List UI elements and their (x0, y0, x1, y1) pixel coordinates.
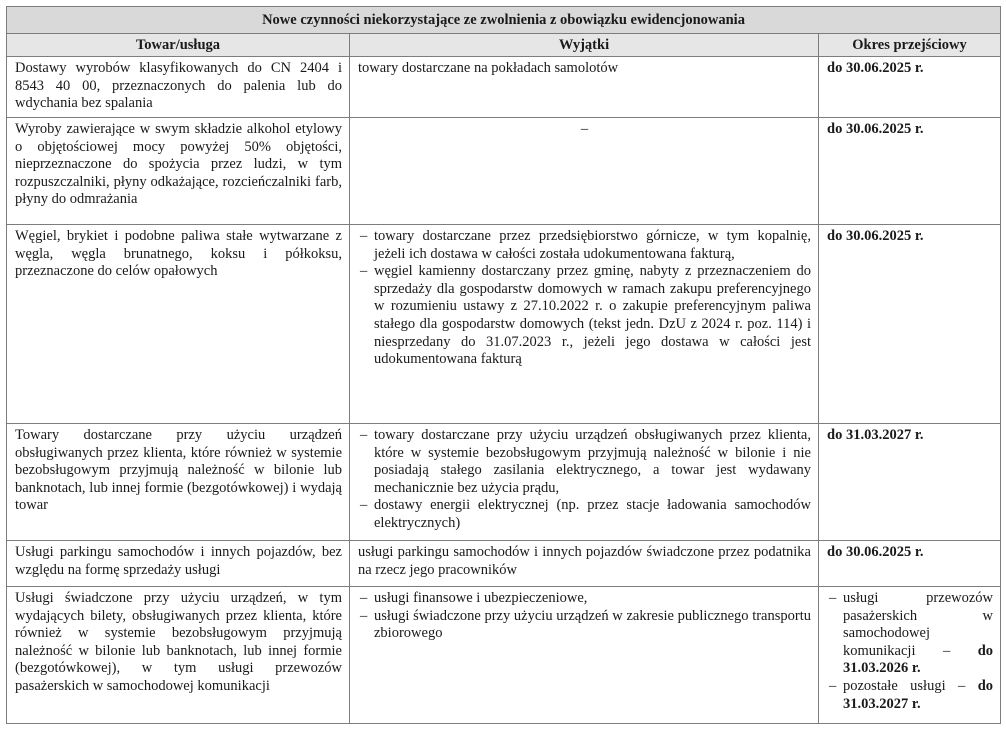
table-row (7, 224, 1001, 423)
list-item: – towary dostarczane przy użyciu urządzeń obsługiwanych przez klienta, które w systemie bezobsługowym przyjmują należność w bilonie i nie posiadają stałego zasilania elektrycznego, a towar jest wydawany mechanicznie bez użycia prądu, (358, 427, 811, 497)
period-text: pozostałe usługi – (843, 677, 978, 694)
item-cell: Węgiel, brykiet i podobne paliwa stałe wytwarzane z węgla, węgla brunatnego, koksu i półkoksu, przeznaczone do celów opałowych (7, 224, 350, 423)
list-item: – węgiel kamienny dostarczany przez gminę, nabyty z przeznaczeniem do sprzedaży dla gospodarstw domowych w ramach zakupu preferencyjnego w rozumieniu ustawy z 27.10.2022 r. o zakupie preferencyjnym paliwa stałego dla gospodarstw domowych (tekst jedn. DzU z 2024 r. poz. 114) i niesprzedany do 31.07.2023 r., jeżeli jego dostawa w całości jest udokumentowana fakturą (358, 263, 811, 369)
exception-cell (350, 224, 819, 423)
list-item (827, 590, 993, 678)
table-header-row (7, 33, 1001, 57)
list-item: – usługi świadczone przy użyciu urządzeń w zakresie publicznego transportu zbiorowego (358, 608, 811, 643)
table-row (7, 586, 1001, 723)
exception-list (358, 228, 811, 369)
exception-cell: usługi parkingu samochodów i innych pojazdów świadczone przez podatnika na rzecz jego pracowników (350, 540, 819, 586)
table-row (7, 423, 1001, 540)
period-cell: do 30.06.2025 r. (819, 57, 1001, 118)
table-row (7, 117, 1001, 224)
list-item: – dostawy energii elektrycznej (np. przez stacje ładowania samochodów elektrycznych) (358, 497, 811, 532)
item-cell: Usługi świadczone przy użyciu urządzeń, w tym wydających bilety, obsługiwanych przez klienta, które również w systemie bezobsługowym przyjmują należność w bilonie lub banknotach, lub innej formie (bezgotówkowej), w tym usługi przewozów pasażerskich w samochodowej komunikacji (7, 586, 350, 723)
period-cell: do 31.03.2027 r. (819, 423, 1001, 540)
exception-cell (350, 586, 819, 723)
column-header-exceptions: Wyjątki (350, 33, 819, 57)
period-cell: do 30.06.2025 r. (819, 540, 1001, 586)
period-list (827, 590, 993, 713)
list-item: – usługi finansowe i ubezpieczeniowe, (358, 590, 811, 608)
item-cell: Dostawy wyrobów klasyfikowanych do CN 2404 i 8543 40 00, przeznaczonych do palenia lub do wdychania bez spalania (7, 57, 350, 118)
item-cell: Wyroby zawierające w swym składzie alkohol etylowy o objętościowej mocy powyżej 50% objętości, nieprzeznaczone do spożycia przez ludzi, w tym rozpuszczalniki, płyny odkażające, rozcieńczalniki farb, płyny do odmrażania (7, 117, 350, 224)
exception-cell (350, 423, 819, 540)
column-header-period: Okres przejściowy (819, 33, 1001, 57)
table-row (7, 540, 1001, 586)
period-cell (819, 586, 1001, 723)
period-cell: do 30.06.2025 r. (819, 117, 1001, 224)
exception-list (358, 590, 811, 643)
transition-table (6, 6, 1001, 724)
column-header-item: Towar/usługa (7, 33, 350, 57)
item-cell: Towary dostarczane przy użyciu urządzeń obsługiwanych przez klienta, które również w systemie bezobsługowym przyjmują należność w bilonie lub banknotach, lub innej formie (bezgotówkowej) i wydają towar (7, 423, 350, 540)
exception-list (358, 427, 811, 533)
exception-cell: – (350, 117, 819, 224)
list-item (827, 678, 993, 713)
period-cell: do 30.06.2025 r. (819, 224, 1001, 423)
period-date: do 31.03.2026 r. (843, 642, 994, 677)
exception-cell: towary dostarczane na pokładach samolotów (350, 57, 819, 118)
table-title-row (7, 7, 1001, 34)
item-cell: Usługi parkingu samochodów i innych pojazdów, bez względu na formę sprzedaży usługi (7, 540, 350, 586)
period-text: usługi przewozów pasażerskich w samochodowej komunikacji – (843, 589, 994, 659)
period-date: do 31.03.2027 r. (843, 677, 994, 712)
table-row (7, 57, 1001, 118)
list-item: – towary dostarczane przez przedsiębiorstwo górnicze, w tym kopalnię, jeżeli ich dostawa w całości została udokumentowana fakturą, (358, 228, 811, 263)
table-title: Nowe czynności niekorzystające ze zwolnienia z obowiązku ewidencjonowania (7, 7, 1001, 34)
